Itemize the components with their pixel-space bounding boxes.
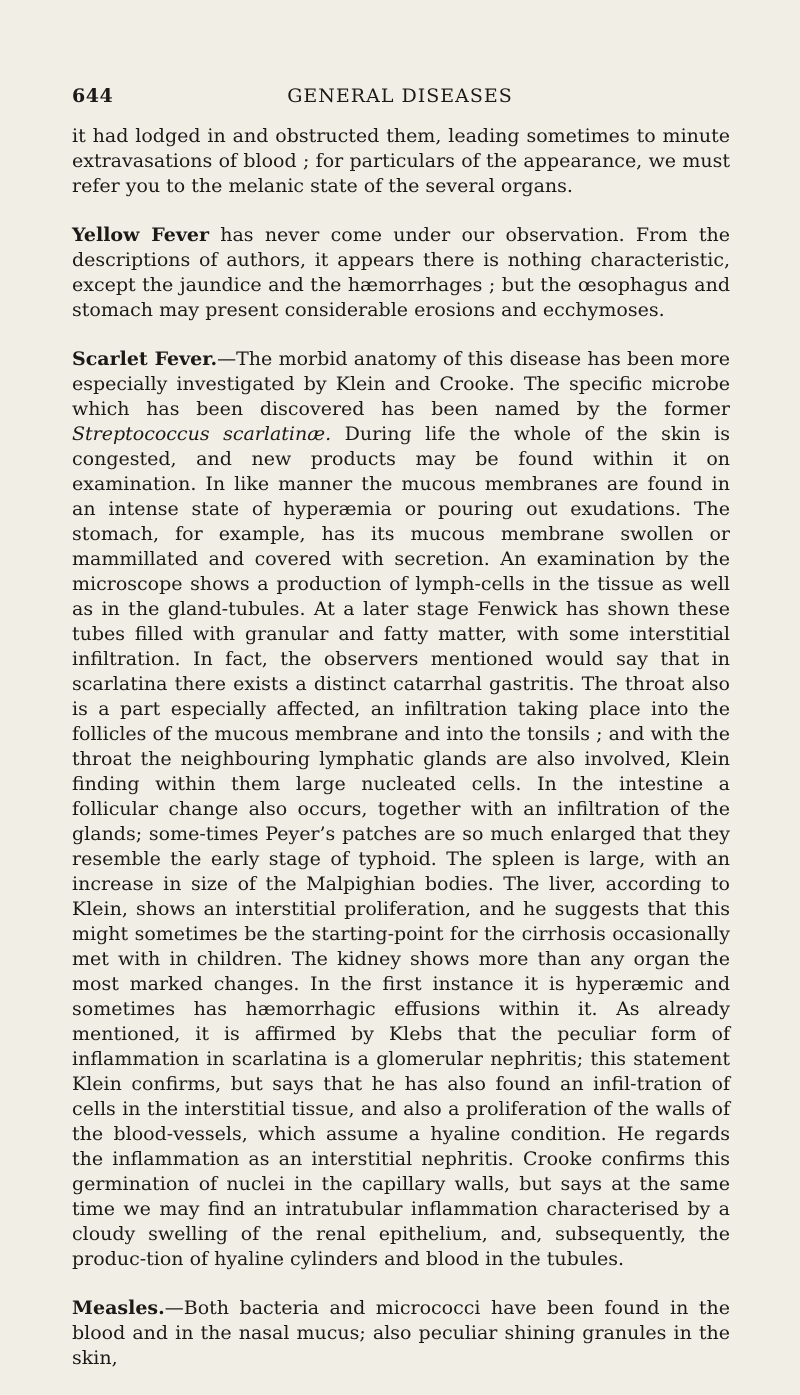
section-heading-yellow-fever: Yellow Fever — [72, 224, 209, 246]
paragraph-text: —Both bacteria and micrococci have been found in the blood and in the nasal mucus; also peculiar shining granules in the skin, — [72, 1297, 730, 1369]
italic-species-name: Streptococcus scarlatinæ. — [72, 423, 332, 445]
chapter-title: GENERAL DISEASES — [287, 85, 513, 107]
paragraph-text: has never come under our observation. From the descriptions of authors, it appears there is nothing characteristic, except the jaundice and the hæmorrhages ; but the œsophagus and stomach may present considerable erosions and ecchymoses. — [72, 224, 730, 321]
paragraph-text: —The morbid anatomy of this disease has been more especially investigated by Klein and Crooke. The specific microbe which has been discovered has been named by the former — [72, 348, 731, 420]
paragraph-text: it had lodged in and obstructed them, leading sometimes to minute extravasations of blood ; for particulars of the appearance, we must refer you to the melanic state of the several organs. — [72, 125, 730, 197]
paragraph-yellow-fever — [72, 223, 730, 323]
page-number: 644 — [72, 85, 114, 107]
paragraph-melanic-continuation — [72, 124, 730, 199]
section-heading-measles: Measles. — [72, 1297, 165, 1319]
paragraph-measles — [72, 1296, 730, 1371]
section-heading-scarlet-fever: Scarlet Fever. — [72, 348, 218, 370]
paragraph-text: During life the whole of the skin is congested, and new products may be found within it on examination. In like manner the mucous membranes are found in an intense state of hyperæmia or pouring out exudations. The stomach, for example, has its mucous membrane swollen or mammillated and covered with secretion. An examination by the microscope shows a production of lymph-cells in the tissue as well as in the gland-tubules. At a later stage Fenwick has shown these tubes filled with granular and fatty matter, with some interstitial infiltration. In fact, the observers mentioned would say that in scarlatina there exists a distinct catarrhal gastritis. The throat also is a part especially affected, an infiltration taking place into the follicles of the mucous membrane and into the tonsils ; and with the throat the neighbouring lymphatic glands are also involved, Klein finding within them large nucleated cells. In the intestine a follicular change also occurs, together with an infiltration of the glands; some-times Peyer’s patches are so much enlarged that they resemble the early stage of typhoid. The spleen is large, with an increase in size of the Malpighian bodies. The liver, according to Klein, shows an interstitial proliferation, and he suggests that this might sometimes be the starting-point for the cirrhosis occasionally met with in children. The kidney shows more than any organ the most marked changes. In the first instance it is hyperæmic and sometimes has hæmorrhagic effusions within it. As already mentioned, it is affirmed by Klebs that the peculiar form of inflammation in scarlatina is a glomerular nephritis; this statement Klein confirms, but says that he has also found an infil-tration of cells in the interstitial tissue, and also a proliferation of the walls of the blood-vessels, which assume a hyaline condition. He regards the inflammation as an interstitial nephritis. Crooke confirms this germination of nuclei in the capillary walls, but says at the same time we may find an intratubular inflammation characterised by a cloudy swelling of the renal epithelium, and, subsequently, the produc-tion of hyaline cylinders and blood in the tubules. — [72, 423, 730, 1270]
running-head — [72, 85, 728, 111]
paragraph-scarlet-fever — [72, 347, 730, 1272]
body-text — [72, 124, 730, 1395]
